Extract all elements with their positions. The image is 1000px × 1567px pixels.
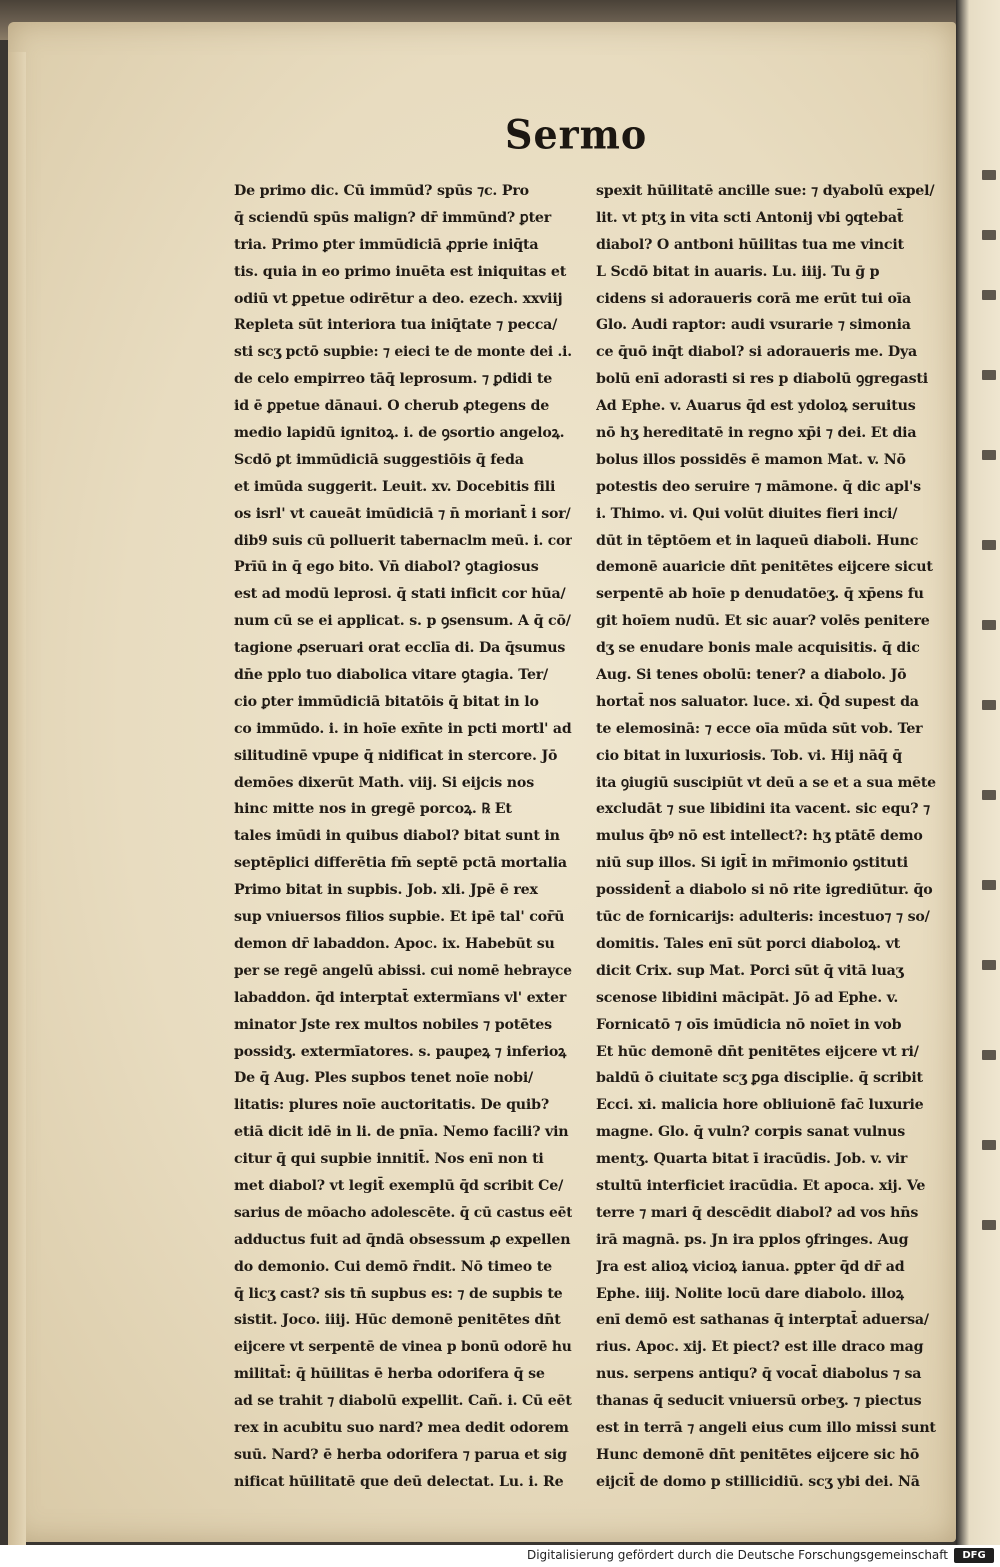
text-line: enī demō est sathanas q̄ interptat̄ aduersa/ [596,1312,929,1329]
text-line: hortat̄ nos saluator. luce. xi. Q̄d supest da [596,693,919,710]
text-line: cidens si adoraueris corā me erūt tui oīa [596,290,911,307]
text-line: labaddon. q̄d interptat̄ extermīans vl' exter [234,989,567,1006]
text-line: mulus q̄bꝰ nō est intellect?: hʒ ptātē̄ demo [596,828,923,845]
text-line: domitis. Tales enī sūt porci diaboloꝝ. vt [596,935,901,952]
text-line: Ecci. xi. malicia hore obliuionē fac̄ luxurie [596,1097,924,1114]
left-text-column [234,178,572,1496]
text-line: potestis deo seruire ⁊ māmone. q̄ dic apl's [596,478,921,495]
text-line: odiū vt ꝑpetue odirētur a deo. ezech. xxviij [234,290,563,307]
text-line: Prīū in q̄ ego bito. Vn̄ diabol? ꝯtagiosus [234,559,539,576]
text-line: Scdō ꝑt immūdiciā suggestiōis q̄ feda [234,451,524,468]
text-line: q̄ sciendū spūs malign? dr̄ immūnd? ꝑter [234,209,552,226]
text-line: dib9 suis cū polluerit tabernaclm meū. i. cor [234,532,573,549]
text-line: os isrl' vt caueāt imūdiciā ⁊ n̄ moriant̄ i sor/ [234,505,571,522]
text-line: cio ꝑter immūdiciā bitatōis q̄ bitat in lo [234,693,539,710]
text-line: et imūda suggerit. Leuit. xv. Docebitis fili [234,478,556,495]
text-line: thanas q̄ seducit vniuersū orbeʒ. ⁊ piectus [596,1393,922,1410]
text-line: suū. Nard? ē herba odorifera ⁊ parua et sig [234,1446,567,1463]
text-line: ce q̄uō inq̄t diabol? si adoraueris me. Dya [596,344,918,361]
text-line: ita ꝯiugiū suscipiūt vt deū a se et a sua mēte [596,774,936,791]
text-line: met diabol? vt legit̄ exemplū q̄d scribit Ce/ [234,1177,564,1194]
text-line: Jra est alioꝝ vicioꝝ ianua. ꝑpter q̄d dr̄ ad [596,1258,905,1275]
text-line: est ad modū leprosi. q̄ stati inficit cor hūa/ [234,586,566,603]
text-line: excludāt ⁊ sue libidini ita vacent. sic equ? ⁊ [596,801,930,818]
text-line: lit. vt ptʒ in vita scti Antonij vbi ꝯqtebat̄ [596,209,904,226]
text-line: tales imūdi in quibus diabol? bitat sunt in [234,828,560,845]
text-line: silitudinē vpupe q̄ nidificat in stercore. Jō [234,747,558,764]
text-line: i. Thimo. vi. Qui volūt diuites fieri inci/ [596,505,898,522]
text-line: Primo bitat in supbis. Job. xli. Jpē ē rex [234,882,538,899]
text-line: Ad Ephe. v. Auarus q̄d est ydoloꝝ seruitus [596,398,916,415]
text-line: per se regē angelū abissi. cui nomē hebrayce [234,962,572,979]
text-line: medio lapidū ignitoꝝ. i. de ꝯsortio angeloꝝ. [234,425,565,442]
text-line: Repleta sūt interiora tua iniq̄tate ⁊ pecca/ [234,317,558,334]
text-line: dicit Crix. sup Mat. Porci sūt q̄ vitā luaʒ [596,962,904,979]
text-line: sarius de mōacho adolescēte. q̄ cū castus eēt [234,1204,572,1221]
text-line: septēplici differētia fm̄ septē pctā mortalia [234,855,567,872]
text-line: mentʒ. Quarta bitat ī iracūdis. Job. v. vir [596,1151,908,1168]
text-line: minator Jste rex multos nobiles ⁊ potētes [234,1016,552,1033]
text-line: hinc mitte nos in gregē porcoꝝ. ℞ Et [234,801,512,818]
text-line: possidʒ. extermīatores. s. pauꝑeꝝ ⁊ inferioꝝ [234,1043,567,1060]
text-line: tagione ꝓseruari orat ecclīa di. Da q̄sumus [234,640,566,657]
footer-credit: Digitalisierung gefördert durch die Deutsche Forschungsgemeinschaft [526,1548,948,1562]
text-line: tria. Primo ꝑter immūdiciā ꝓprie iniq̄ta [234,236,539,253]
text-line: magne. Glo. q̄ vuln? corpis sanat vulnus [596,1124,906,1141]
text-line: co immūdo. i. in hoīe exn̄te in pcti mortl' ad [234,720,572,737]
text-line: etiā dicit idē in li. de pnīa. Nemo facili? vin [234,1124,569,1141]
text-line: id ē ꝑpetue dānaui. O cherub ꝓtegens de [234,398,550,415]
text-line: num cū se ei applicat. s. p ꝯsensum. A q̄ cō/ [234,613,571,630]
footer-bar [0,1545,1000,1567]
text-line: Hunc demonē dn̄t penitētes eijcere sic hō [596,1446,920,1463]
text-line: demon dr̄ labaddon. Apoc. ix. Habebūt su [234,935,555,952]
text-line: L Scdō bitat in auaris. Lu. iiij. Tu ḡ p [596,263,880,280]
text-line: sup vniuersos filios supbie. Et ipē tal' cor̄ū [234,909,565,926]
text-line: De q̄ Aug. Ples supbos tenet noīe nobi/ [234,1070,534,1087]
text-line: bolū enī adorasti si res p diabolū ꝯgregasti [596,371,928,388]
text-line: niū sup illos. Si igit̄ in mr̄imonio ꝯstituti [596,855,908,872]
text-line: nus. serpens antiqu? q̄ vocat̄ diabolus ⁊ sa [596,1366,922,1383]
text-line: tūc de fornicarijs: adulteris: incestuo⁊ ⁊ so/ [596,909,930,926]
text-line: spexit hūilitatē ancille sue: ⁊ dyabolū expel/ [596,183,935,199]
text-line: sistit. Joco. iiij. Hūc demonē penitētes dn̄t [234,1312,561,1329]
text-line: diabol? O antboni hūilitas tua me vincit [596,236,904,253]
text-line: te elemosinā: ⁊ ecce oīa mūda sūt vob. Ter [596,720,923,737]
text-line: tis. quia in eo primo inuēta est iniquitas et [234,263,567,280]
text-line: nificat hūilitatē que deū delectat. Lu. i. Re [234,1473,564,1490]
text-line: de celo empirreo tāq̄ leprosum. ⁊ ꝑdidi te [234,371,553,388]
text-line: eijcit̄ de domo p stillicidiū. scʒ ybi dei. Nā [596,1473,920,1490]
facing-page-edge [956,0,1000,1545]
text-line: dʒ se enudare bonis male acquisitis. q̄ dic [596,640,920,657]
text-line: Ephe. iiij. Nolite locū dare diabolo. illoꝝ [596,1285,904,1302]
page-stack-edge [8,52,26,1552]
right-text-column [596,178,936,1496]
dfg-logo: DFG [954,1548,994,1563]
text-line: demōes dixerūt Math. viij. Si eijcis nos [234,774,534,791]
text-line: baldū ō ciuitate scʒ ꝑga disciplie. q̄ scribit [596,1070,923,1087]
text-line: terre ⁊ mari q̄ descēdit diabol? ad vos hn̄s [596,1204,919,1221]
text-line: demonē auaricie dn̄t penitētes eijcere sicut [596,559,933,576]
text-line: litatis: plures noīe auctoritatis. De quib? [234,1097,549,1114]
text-line: scenose libidini mācipāt. Jō ad Ephe. v. [596,989,899,1006]
text-line: Fornicatō ⁊ oīs imūdicia nō noīet in vob [596,1016,902,1033]
text-line: Aug. Si tenes obolū: tener? a diabolo. Jō [596,667,907,684]
text-line: ad se trahit ⁊ diabolū expellit. Cañ. i. Cū eēt [234,1393,572,1410]
text-line: citur q̄ qui supbie innitit̄. Nos enī non ti [234,1151,544,1168]
text-line: De primo dic. Cū immūd? spūs ⁊c. Pro [234,183,529,199]
text-line: sti scʒ pctō supbie: ⁊ eieci te de monte dei .i. [234,344,572,361]
text-line: rius. Apoc. xij. Et piect? est ille draco mag [596,1339,924,1356]
text-line: adductus fuit ad q̄ndā obsessum ꝓ expellen [234,1231,571,1248]
text-line: rex in acubitu suo nard? mea dedit odorem [234,1419,569,1436]
text-line: do demonio. Cui demō r̄ndit. Nō timeo te [234,1258,552,1275]
text-line: dn̄e pplo tuo diabolica vitare ꝯtagia. Ter/ [234,667,549,684]
text-line: nō hʒ hereditatē in regno xp̄i ⁊ dei. Et dia [596,425,917,442]
text-line: est in terrā ⁊ angeli eius cum illo missi sunt [596,1419,936,1436]
running-head: Sermo [505,110,648,159]
text-line: cio bitat in luxuriosis. Tob. vi. Hij nāq̄ q̄ [596,747,902,764]
text-line: stultū interficiet iracūdia. Et apoca. xij. Ve [596,1177,926,1194]
text-line: eijcere vt serpentē de vinea p bonū odorē hu [234,1339,572,1356]
text-line: irā magnā. ps. Jn ira pplos ꝯfringes. Aug [596,1231,909,1248]
text-line: bolus illos possidēs ē mamon Mat. v. Nō [596,451,906,468]
text-line: militat̄: q̄ hūilitas ē herba odorifera q̄ se [234,1366,545,1383]
text-line: Et hūc demonē dn̄t penitētes eijcere vt ri/ [596,1043,919,1060]
text-line: dūt in tēptōem et in laqueū diaboli. Hunc [596,532,919,549]
text-line: serpentē ab hoīe p denudatōeʒ. q̄ xp̄ens fu [596,586,924,603]
text-line: possident̄ a diabolo si nō rite igrediūtur. q̄o [596,882,933,899]
text-line: git hoīem nudū. Et sic auar? volēs penitere [596,613,930,630]
text-line: q̄ licʒ cast? sis tn̄ supbus es: ⁊ de supbis te [234,1285,563,1302]
text-line: Glo. Audi raptor: audi vsurarie ⁊ simonia [596,317,911,334]
